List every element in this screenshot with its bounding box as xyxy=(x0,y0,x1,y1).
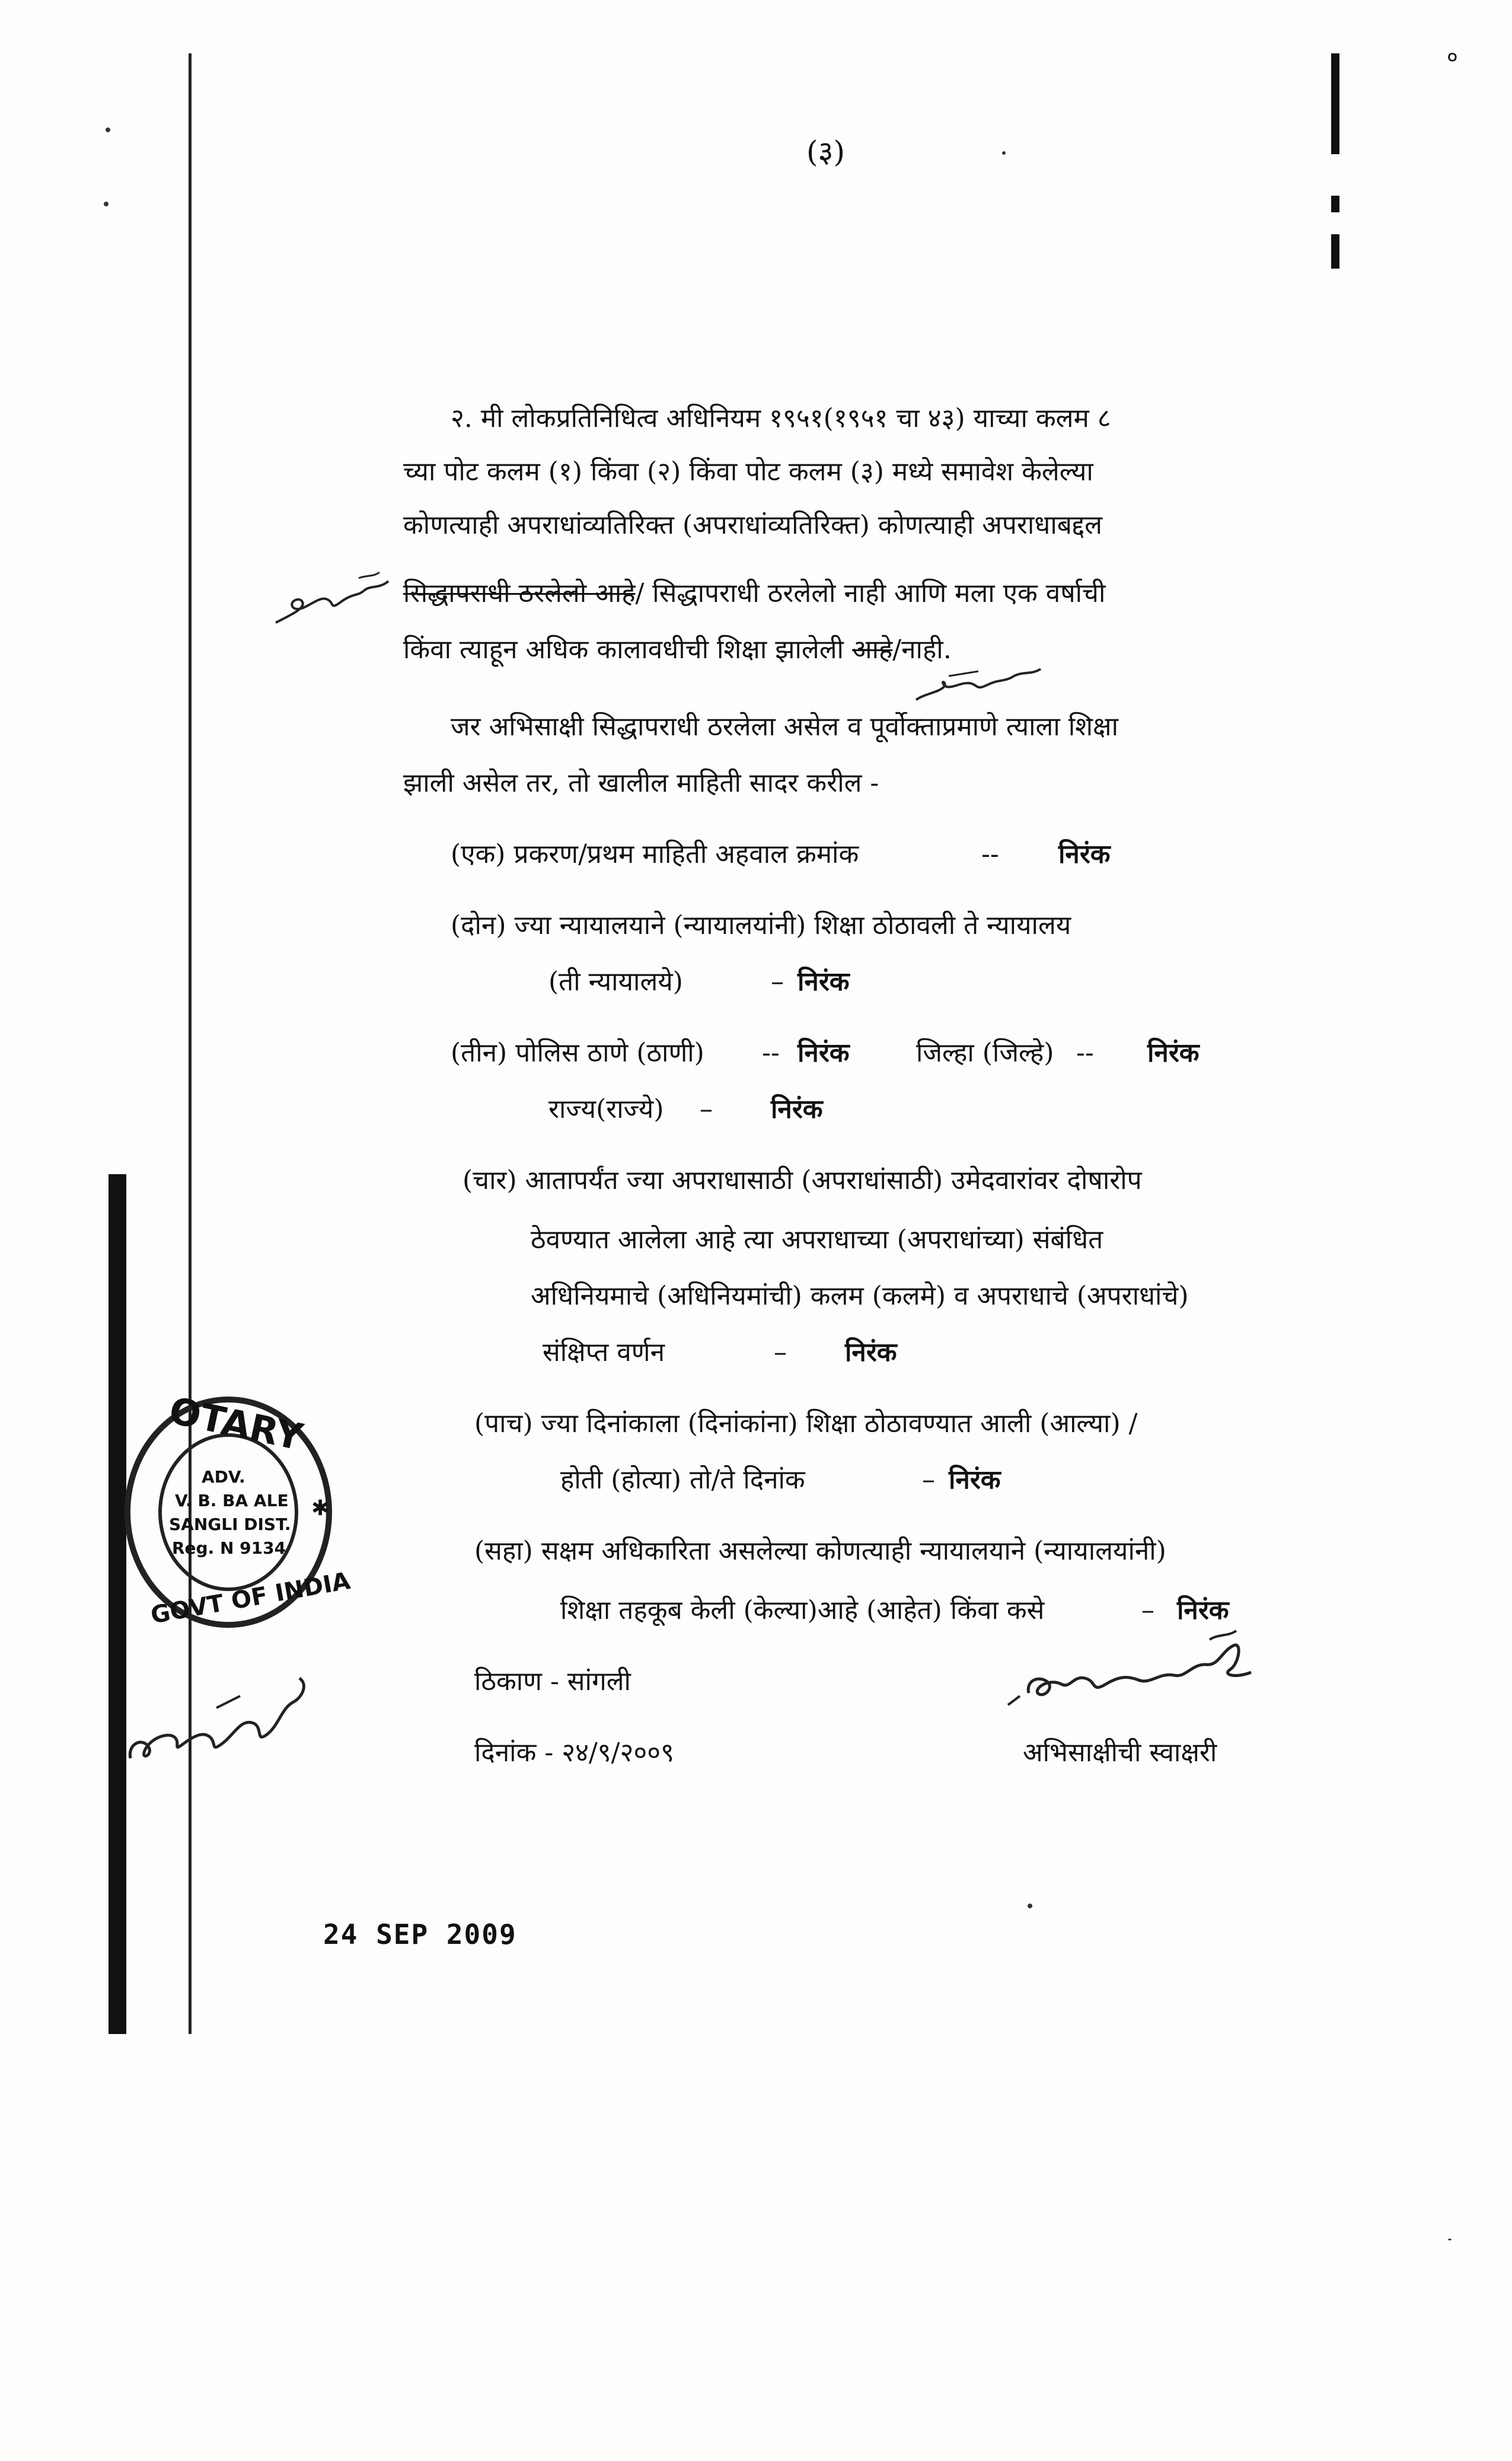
item-label: (ती न्यायालये) xyxy=(548,967,683,997)
paragraph-line: कोणत्याही अपराधांव्यतिरिक्त (अपराधांव्यतिरिक्त) कोणत्याही अपराधाबद्दल xyxy=(403,510,1102,540)
item-label: (तीन) पोलिस ठाणे (ठाणी) xyxy=(451,1038,704,1068)
page-number: (३) xyxy=(806,135,846,169)
struck-text: आहे xyxy=(851,635,893,665)
item-label: (सहा) सक्षम अधिकारिता असलेल्या कोणत्याही न्यायालयाने (न्यायालयांनी) xyxy=(474,1536,1166,1566)
scan-speck xyxy=(106,127,110,132)
paragraph-line: च्या पोट कलम (१) किंवा (२) किंवा पोट कलम (३) मध्ये समावेश केलेल्या xyxy=(403,457,1093,487)
item-value: निरंक xyxy=(1147,1038,1200,1068)
stamp-star-icon: ✱ xyxy=(311,1496,330,1520)
signature-label: अभिसाक्षीची स्वाक्षरी xyxy=(1023,1738,1217,1768)
stamp-center: SANGLI DIST. xyxy=(169,1515,291,1534)
item-value: निरंक xyxy=(798,1038,850,1068)
stamp-ring-bottom: GOVT OF INDIA xyxy=(148,1567,353,1630)
scan-mark xyxy=(1331,234,1339,269)
date-stamp: 24 SEP 2009 xyxy=(323,1918,517,1950)
paragraph-line xyxy=(403,578,1105,610)
item-label: ठेवण्यात आलेला आहे त्या अपराधाच्या (अपराधांच्या) संबंधित xyxy=(531,1225,1103,1255)
item-label: शिक्षा तहकूब केली (केल्या)आहे (आहेत) किंवा कसे xyxy=(560,1595,1045,1625)
scan-mark xyxy=(1331,196,1339,212)
struck-text: सिद्धापराधी ठरलेलो आहे xyxy=(403,578,636,608)
notary-stamp xyxy=(110,1388,353,1637)
paragraph-text: /नाही. xyxy=(892,635,952,665)
item-label: संक्षिप्त वर्णन xyxy=(543,1337,665,1367)
item-value: निरंक xyxy=(798,967,850,997)
intro-line: जर अभिसाक्षी सिद्धापराधी ठरलेला असेल व पूर्वोक्ताप्रमाणे त्याला शिक्षा xyxy=(451,712,1119,742)
item-value: निरंक xyxy=(1058,839,1111,869)
item-label: (दोन) ज्या न्यायालयाने (न्यायालयांनी) शिक्षा ठोठावली ते न्यायालय xyxy=(451,910,1071,941)
item-dash: -- xyxy=(762,1038,780,1068)
item-dash: – xyxy=(1141,1595,1154,1625)
item-label: जिल्हा (जिल्हे) xyxy=(916,1038,1054,1068)
item-label: (एक) प्रकरण/प्रथम माहिती अहवाल क्रमांक xyxy=(451,839,859,869)
scan-speck xyxy=(1028,1904,1032,1908)
item-dash: – xyxy=(774,1337,787,1367)
stamp-ring-top: OTARY xyxy=(165,1388,307,1459)
date: दिनांक - २४/९/२००९ xyxy=(474,1738,675,1768)
item-value: निरंक xyxy=(845,1337,897,1367)
item-value: निरंक xyxy=(949,1465,1001,1495)
initials-signature xyxy=(913,658,1050,712)
paragraph-text: / सिद्धापराधी ठरलेलो नाही आणि मला एक वर्षाची xyxy=(635,578,1106,608)
item-label: राज्य(राज्ये) xyxy=(548,1094,664,1124)
initials-signature xyxy=(270,566,406,632)
deponent-signature xyxy=(1002,1628,1287,1717)
corner-mark: ० xyxy=(1447,45,1458,69)
paragraph-text: किंवा त्याहून अधिक कालावधीची शिक्षा झालेली xyxy=(403,635,852,665)
stamp-center: V. B. BA ALE xyxy=(175,1491,289,1510)
stamp-center: ADV. xyxy=(202,1467,245,1487)
intro-line: झाली असेल तर, तो खालील माहिती सादर करील - xyxy=(403,768,879,798)
item-value: निरंक xyxy=(771,1094,823,1124)
stamp-center: Reg. N 9134 xyxy=(172,1538,286,1558)
scan-mark xyxy=(1331,53,1339,154)
item-value: निरंक xyxy=(1177,1595,1229,1625)
paragraph-line: २. मी लोकप्रतिनिधित्व अधिनियम १९५१(१९५१ चा ४३) याच्या कलम ८ xyxy=(451,403,1111,433)
item-label: (चार) आतापर्यंत ज्या अपराधासाठी (अपराधांसाठी) उमेदवारांवर दोषारोप xyxy=(462,1165,1142,1196)
item-dash: – xyxy=(922,1465,935,1495)
scan-speck xyxy=(1448,2239,1452,2240)
notary-signature xyxy=(122,1649,317,1767)
item-dash: -- xyxy=(981,839,999,869)
item-dash: – xyxy=(700,1094,713,1124)
item-dash: – xyxy=(771,967,784,997)
scan-speck xyxy=(1002,151,1006,155)
place: ठिकाण - सांगली xyxy=(474,1666,631,1697)
scan-speck xyxy=(104,202,109,206)
item-dash: -- xyxy=(1076,1038,1094,1068)
item-label: (पाच) ज्या दिनांकाला (दिनांकांना) शिक्षा ठोठावण्यात आली (आल्या) / xyxy=(474,1408,1138,1439)
paragraph-line xyxy=(403,635,952,666)
item-label: होती (होत्या) तो/ते दिनांक xyxy=(560,1465,805,1495)
item-label: अधिनियमाचे (अधिनियमांची) कलम (कलमे) व अपराधाचे (अपराधांचे) xyxy=(531,1281,1189,1311)
